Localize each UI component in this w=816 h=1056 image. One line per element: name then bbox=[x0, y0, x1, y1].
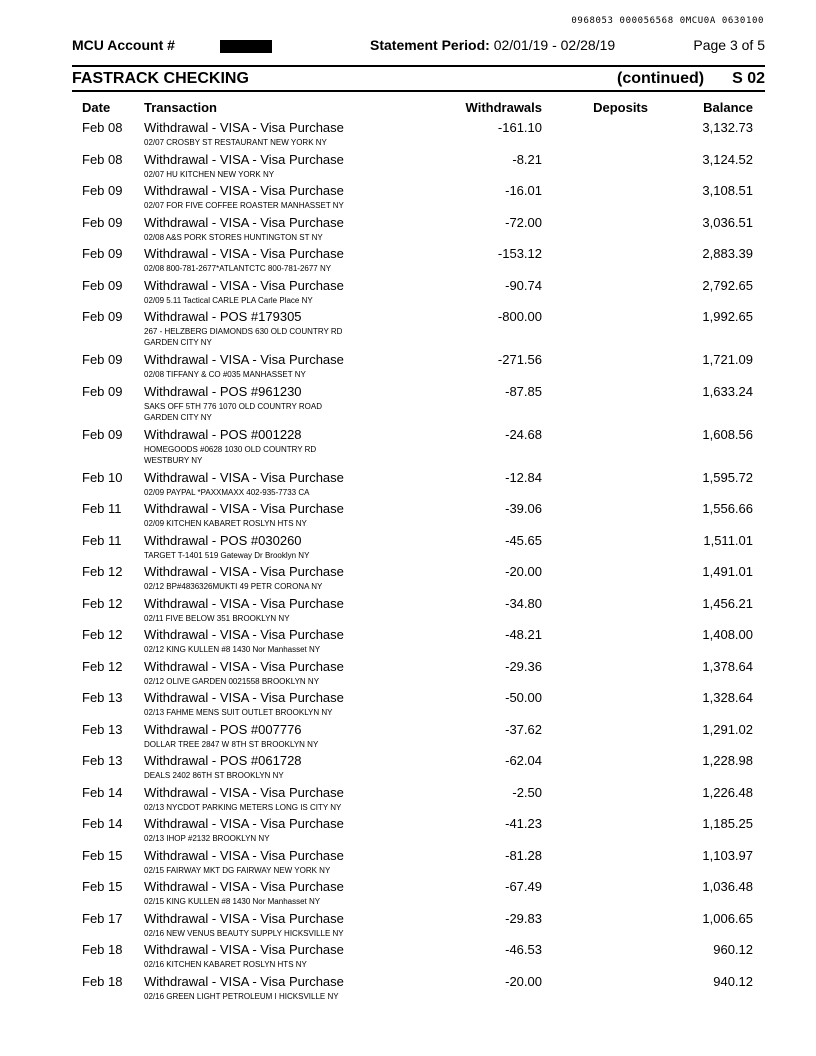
transaction-description: Withdrawal - VISA - Visa Purchase bbox=[144, 151, 344, 167]
transaction-date: Feb 13 bbox=[82, 721, 123, 737]
running-balance: 1,036.48 bbox=[702, 879, 753, 894]
transaction-detail bbox=[144, 487, 384, 498]
column-header-withdrawals: Withdrawals bbox=[465, 100, 542, 115]
transaction-detail bbox=[144, 550, 384, 561]
transaction-detail bbox=[144, 707, 384, 718]
transaction-row bbox=[0, 594, 816, 626]
transaction-detail-line: GARDEN CITY NY bbox=[144, 338, 212, 347]
transaction-description: Withdrawal - POS #961230 bbox=[144, 383, 302, 399]
transaction-date: Feb 09 bbox=[82, 246, 123, 261]
transaction-detail-line: HOMEGOODS #0628 1030 OLD COUNTRY RD bbox=[144, 444, 317, 454]
withdrawal-amount: -8.21 bbox=[512, 151, 542, 167]
transaction-detail bbox=[144, 833, 384, 844]
transaction-detail-line: 02/08 A&S PORK STORES HUNTINGTON ST NY bbox=[144, 232, 323, 242]
transaction-row bbox=[0, 350, 816, 382]
transaction-detail bbox=[144, 991, 384, 1002]
transaction-detail bbox=[144, 928, 384, 939]
running-balance: 1,491.01 bbox=[702, 564, 753, 579]
transaction-detail-line: 02/16 GREEN LIGHT PETROLEUM I HICKSVILLE NY bbox=[144, 991, 339, 1001]
transaction-detail bbox=[144, 581, 384, 592]
section-code: S 02 bbox=[732, 70, 765, 87]
running-balance: 1,408.00 bbox=[702, 627, 753, 642]
transaction-description: Withdrawal - VISA - Visa Purchase bbox=[144, 352, 344, 367]
transaction-detail-line: 02/08 800-781-2677*ATLANTCTC 800-781-2677 NY bbox=[144, 264, 332, 273]
transaction-row bbox=[0, 783, 816, 815]
transaction-list bbox=[0, 118, 816, 1003]
running-balance: 3,124.52 bbox=[702, 151, 753, 167]
transaction-date: Feb 14 bbox=[82, 816, 123, 831]
transaction-description: Withdrawal - VISA - Visa Purchase bbox=[144, 469, 344, 485]
running-balance: 1,226.48 bbox=[702, 784, 753, 800]
transaction-row bbox=[0, 382, 816, 425]
transaction-detail bbox=[144, 896, 384, 907]
transaction-description: Withdrawal - VISA - Visa Purchase bbox=[144, 246, 344, 261]
transaction-row bbox=[0, 425, 816, 468]
running-balance: 1,006.65 bbox=[702, 910, 753, 926]
transaction-description: Withdrawal - VISA - Visa Purchase bbox=[144, 784, 344, 800]
transaction-row bbox=[0, 909, 816, 941]
withdrawal-amount: -271.56 bbox=[497, 352, 542, 367]
withdrawal-amount: -20.00 bbox=[505, 973, 542, 989]
transaction-detail bbox=[144, 295, 384, 306]
transaction-date: Feb 09 bbox=[82, 277, 123, 293]
withdrawal-amount: -48.21 bbox=[505, 627, 542, 642]
withdrawal-amount: -41.23 bbox=[505, 816, 542, 831]
transaction-date: Feb 15 bbox=[82, 847, 123, 863]
running-balance: 1,511.01 bbox=[703, 532, 753, 548]
running-balance: 1,595.72 bbox=[702, 469, 753, 485]
transaction-row bbox=[0, 276, 816, 308]
header-rule bbox=[72, 65, 765, 67]
withdrawal-amount: -37.62 bbox=[505, 721, 542, 737]
transaction-description: Withdrawal - POS #030260 bbox=[144, 532, 302, 548]
running-balance: 3,132.73 bbox=[702, 120, 753, 135]
transaction-date: Feb 09 bbox=[82, 426, 123, 442]
withdrawal-amount: -45.65 bbox=[505, 532, 542, 548]
transaction-date: Feb 18 bbox=[82, 942, 123, 957]
running-balance: 1,291.02 bbox=[702, 721, 753, 737]
transaction-detail-line: 02/07 HU KITCHEN NEW YORK NY bbox=[144, 169, 275, 179]
withdrawal-amount: -81.28 bbox=[505, 847, 542, 863]
transaction-detail-line: 02/09 KITCHEN KABARET ROSLYN HTS NY bbox=[144, 519, 307, 528]
transaction-description: Withdrawal - VISA - Visa Purchase bbox=[144, 658, 344, 674]
transaction-date: Feb 09 bbox=[82, 383, 123, 399]
transaction-row bbox=[0, 657, 816, 689]
running-balance: 1,556.66 bbox=[702, 501, 753, 516]
transaction-detail bbox=[144, 369, 384, 380]
withdrawal-amount: -34.80 bbox=[505, 595, 542, 611]
running-balance: 2,883.39 bbox=[702, 246, 753, 261]
transaction-detail-line: 02/09 PAYPAL *PAXXMAXX 402-935-7733 CA bbox=[144, 487, 310, 497]
running-balance: 1,103.97 bbox=[702, 847, 753, 863]
section-title: FASTRACK CHECKING bbox=[72, 70, 249, 87]
transaction-date: Feb 08 bbox=[82, 151, 123, 167]
transaction-detail-line: 02/09 5.11 Tactical CARLE PLA Carle Place NY bbox=[144, 295, 313, 305]
transaction-detail-line: DEALS 2402 86TH ST BROOKLYN NY bbox=[144, 771, 284, 780]
withdrawal-amount: -2.50 bbox=[512, 784, 542, 800]
withdrawal-amount: -12.84 bbox=[505, 469, 542, 485]
transaction-detail bbox=[144, 770, 384, 781]
transaction-date: Feb 13 bbox=[82, 753, 123, 768]
transaction-detail bbox=[144, 802, 384, 813]
running-balance: 1,456.21 bbox=[702, 595, 753, 611]
transaction-row bbox=[0, 307, 816, 350]
transaction-detail bbox=[144, 865, 384, 876]
withdrawal-amount: -29.36 bbox=[505, 658, 542, 674]
transaction-detail-line: 02/16 KITCHEN KABARET ROSLYN HTS NY bbox=[144, 960, 307, 969]
section-rule bbox=[72, 90, 765, 92]
withdrawal-amount: -800.00 bbox=[497, 309, 542, 324]
transaction-date: Feb 09 bbox=[82, 214, 123, 230]
transaction-description: Withdrawal - VISA - Visa Purchase bbox=[144, 910, 344, 926]
transaction-row bbox=[0, 877, 816, 909]
transaction-description: Withdrawal - VISA - Visa Purchase bbox=[144, 120, 344, 135]
transaction-date: Feb 11 bbox=[82, 532, 122, 548]
withdrawal-amount: -153.12 bbox=[497, 246, 542, 261]
transaction-row bbox=[0, 499, 816, 531]
transaction-description: Withdrawal - VISA - Visa Purchase bbox=[144, 564, 344, 579]
transaction-detail-line: 02/12 KING KULLEN #8 1430 Nor Manhasset NY bbox=[144, 645, 321, 654]
transaction-description: Withdrawal - VISA - Visa Purchase bbox=[144, 879, 344, 894]
transaction-description: Withdrawal - VISA - Visa Purchase bbox=[144, 277, 344, 293]
transaction-row bbox=[0, 468, 816, 500]
column-header-deposits: Deposits bbox=[593, 100, 648, 115]
transaction-detail-line: 267 - HELZBERG DIAMONDS 630 OLD COUNTRY RD bbox=[144, 327, 343, 336]
transaction-detail-line: WESTBURY NY bbox=[144, 455, 203, 465]
transaction-detail bbox=[144, 644, 384, 655]
transaction-date: Feb 15 bbox=[82, 879, 123, 894]
account-number-redaction bbox=[220, 40, 272, 53]
transaction-detail bbox=[144, 401, 384, 423]
running-balance: 1,378.64 bbox=[702, 658, 753, 674]
transaction-detail bbox=[144, 200, 384, 211]
transaction-row bbox=[0, 720, 816, 752]
running-balance: 1,228.98 bbox=[702, 753, 753, 768]
running-balance: 1,721.09 bbox=[702, 352, 753, 367]
transaction-date: Feb 14 bbox=[82, 784, 123, 800]
column-header-balance: Balance bbox=[703, 100, 753, 115]
transaction-date: Feb 09 bbox=[82, 183, 123, 198]
section-continued: (continued) bbox=[617, 70, 705, 87]
withdrawal-amount: -24.68 bbox=[505, 426, 542, 442]
transaction-description: Withdrawal - VISA - Visa Purchase bbox=[144, 595, 344, 611]
transaction-row bbox=[0, 562, 816, 594]
transaction-date: Feb 09 bbox=[82, 352, 123, 367]
transaction-detail-line: 02/08 TIFFANY & CO #035 MANHASSET NY bbox=[144, 370, 306, 379]
transaction-detail bbox=[144, 518, 384, 529]
transaction-detail-line: 02/12 BP#4836326MUKTI 49 PETR CORONA NY bbox=[144, 582, 323, 591]
transaction-date: Feb 12 bbox=[82, 564, 123, 579]
transaction-description: Withdrawal - VISA - Visa Purchase bbox=[144, 690, 344, 705]
transaction-row bbox=[0, 972, 816, 1004]
withdrawal-amount: -87.85 bbox=[505, 383, 542, 399]
transaction-date: Feb 11 bbox=[82, 501, 122, 516]
transaction-row bbox=[0, 213, 816, 245]
running-balance: 1,992.65 bbox=[702, 309, 753, 324]
transaction-row bbox=[0, 181, 816, 213]
transaction-detail-line: GARDEN CITY NY bbox=[144, 412, 212, 422]
transaction-detail bbox=[144, 676, 384, 687]
withdrawal-amount: -50.00 bbox=[505, 690, 542, 705]
transaction-detail-line: 02/16 NEW VENUS BEAUTY SUPPLY HICKSVILLE NY bbox=[144, 928, 344, 938]
running-balance: 2,792.65 bbox=[702, 277, 753, 293]
transaction-detail-line: 02/13 FAHME MENS SUIT OUTLET BROOKLYN NY bbox=[144, 708, 333, 717]
withdrawal-amount: -62.04 bbox=[505, 753, 542, 768]
transaction-detail-line: 02/13 NYCDOT PARKING METERS LONG IS CITY NY bbox=[144, 802, 342, 812]
transaction-row bbox=[0, 244, 816, 276]
withdrawal-amount: -29.83 bbox=[505, 910, 542, 926]
transaction-detail-line: 02/07 FOR FIVE COFFEE ROASTER MANHASSET NY bbox=[144, 201, 344, 210]
column-header-date: Date bbox=[82, 100, 111, 115]
transaction-description: Withdrawal - VISA - Visa Purchase bbox=[144, 501, 344, 516]
transaction-description: Withdrawal - VISA - Visa Purchase bbox=[144, 183, 344, 198]
withdrawal-amount: -16.01 bbox=[505, 183, 542, 198]
transaction-detail bbox=[144, 444, 384, 466]
statement-period bbox=[370, 37, 615, 53]
transaction-date: Feb 10 bbox=[82, 469, 123, 485]
transaction-description: Withdrawal - VISA - Visa Purchase bbox=[144, 214, 344, 230]
transaction-row bbox=[0, 751, 816, 783]
transaction-date: Feb 17 bbox=[82, 910, 123, 926]
transaction-date: Feb 09 bbox=[82, 309, 123, 324]
transaction-detail-line: 02/13 IHOP #2132 BROOKLYN NY bbox=[144, 834, 270, 843]
column-header-transaction: Transaction bbox=[144, 100, 217, 115]
transaction-row bbox=[0, 940, 816, 972]
document-control-code: 0968053 000056568 0MCU0A 0630100 bbox=[571, 16, 764, 26]
account-label: MCU Account # bbox=[72, 37, 175, 53]
running-balance: 1,328.64 bbox=[702, 690, 753, 705]
transaction-date: Feb 12 bbox=[82, 595, 123, 611]
transaction-row bbox=[0, 150, 816, 182]
transaction-detail-line: SAKS OFF 5TH 776 1070 OLD COUNTRY ROAD bbox=[144, 401, 322, 411]
transaction-detail-line: 02/15 KING KULLEN #8 1430 Nor Manhasset NY bbox=[144, 897, 321, 906]
running-balance: 1,633.24 bbox=[702, 383, 753, 399]
running-balance: 3,036.51 bbox=[702, 214, 753, 230]
statement-header bbox=[72, 37, 765, 55]
transaction-detail-line: 02/11 FIVE BELOW 351 BROOKLYN NY bbox=[144, 613, 290, 623]
transaction-description: Withdrawal - POS #061728 bbox=[144, 753, 302, 768]
withdrawal-amount: -90.74 bbox=[505, 277, 542, 293]
withdrawal-amount: -67.49 bbox=[505, 879, 542, 894]
transaction-description: Withdrawal - VISA - Visa Purchase bbox=[144, 973, 344, 989]
transaction-detail bbox=[144, 232, 384, 243]
running-balance: 1,608.56 bbox=[702, 426, 753, 442]
transaction-row bbox=[0, 846, 816, 878]
running-balance: 3,108.51 bbox=[702, 183, 753, 198]
statement-period-label: Statement Period: bbox=[370, 37, 490, 53]
transaction-date: Feb 08 bbox=[82, 120, 123, 135]
transaction-detail-line: 02/07 CROSBY ST RESTAURANT NEW YORK NY bbox=[144, 138, 327, 147]
transaction-description: Withdrawal - POS #179305 bbox=[144, 309, 302, 324]
transaction-detail bbox=[144, 739, 384, 750]
withdrawal-amount: -20.00 bbox=[505, 564, 542, 579]
transaction-date: Feb 12 bbox=[82, 658, 123, 674]
transaction-description: Withdrawal - VISA - Visa Purchase bbox=[144, 847, 344, 863]
transaction-description: Withdrawal - VISA - Visa Purchase bbox=[144, 627, 344, 642]
transaction-row bbox=[0, 688, 816, 720]
transaction-row bbox=[0, 625, 816, 657]
transaction-detail bbox=[144, 326, 384, 348]
section-header bbox=[72, 70, 765, 90]
running-balance: 1,185.25 bbox=[702, 816, 753, 831]
transaction-date: Feb 18 bbox=[82, 973, 123, 989]
transaction-detail bbox=[144, 169, 384, 180]
running-balance: 940.12 bbox=[713, 973, 753, 989]
transaction-detail bbox=[144, 263, 384, 274]
withdrawal-amount: -46.53 bbox=[505, 942, 542, 957]
transaction-row bbox=[0, 118, 816, 150]
transaction-detail bbox=[144, 137, 384, 148]
transaction-detail bbox=[144, 613, 384, 624]
transaction-detail-line: TARGET T-1401 519 Gateway Dr Brooklyn NY bbox=[144, 550, 310, 560]
transaction-description: Withdrawal - POS #001228 bbox=[144, 426, 302, 442]
transaction-date: Feb 13 bbox=[82, 690, 123, 705]
transaction-detail-line: 02/12 OLIVE GARDEN 0021558 BROOKLYN NY bbox=[144, 676, 320, 686]
transaction-description: Withdrawal - POS #007776 bbox=[144, 721, 302, 737]
withdrawal-amount: -72.00 bbox=[505, 214, 542, 230]
transaction-description: Withdrawal - VISA - Visa Purchase bbox=[144, 816, 344, 831]
withdrawal-amount: -161.10 bbox=[497, 120, 542, 135]
transaction-row bbox=[0, 531, 816, 563]
transaction-detail-line: DOLLAR TREE 2847 W 8TH ST BROOKLYN NY bbox=[144, 739, 319, 749]
statement-period-value: 02/01/19 - 02/28/19 bbox=[493, 37, 616, 53]
transaction-detail bbox=[144, 959, 384, 970]
transaction-detail-line: 02/15 FAIRWAY MKT DG FAIRWAY NEW YORK NY bbox=[144, 865, 331, 875]
withdrawal-amount: -39.06 bbox=[505, 501, 542, 516]
transaction-description: Withdrawal - VISA - Visa Purchase bbox=[144, 942, 344, 957]
page-number: Page 3 of 5 bbox=[693, 37, 765, 53]
running-balance: 960.12 bbox=[713, 942, 753, 957]
transaction-row bbox=[0, 814, 816, 846]
transaction-date: Feb 12 bbox=[82, 627, 123, 642]
